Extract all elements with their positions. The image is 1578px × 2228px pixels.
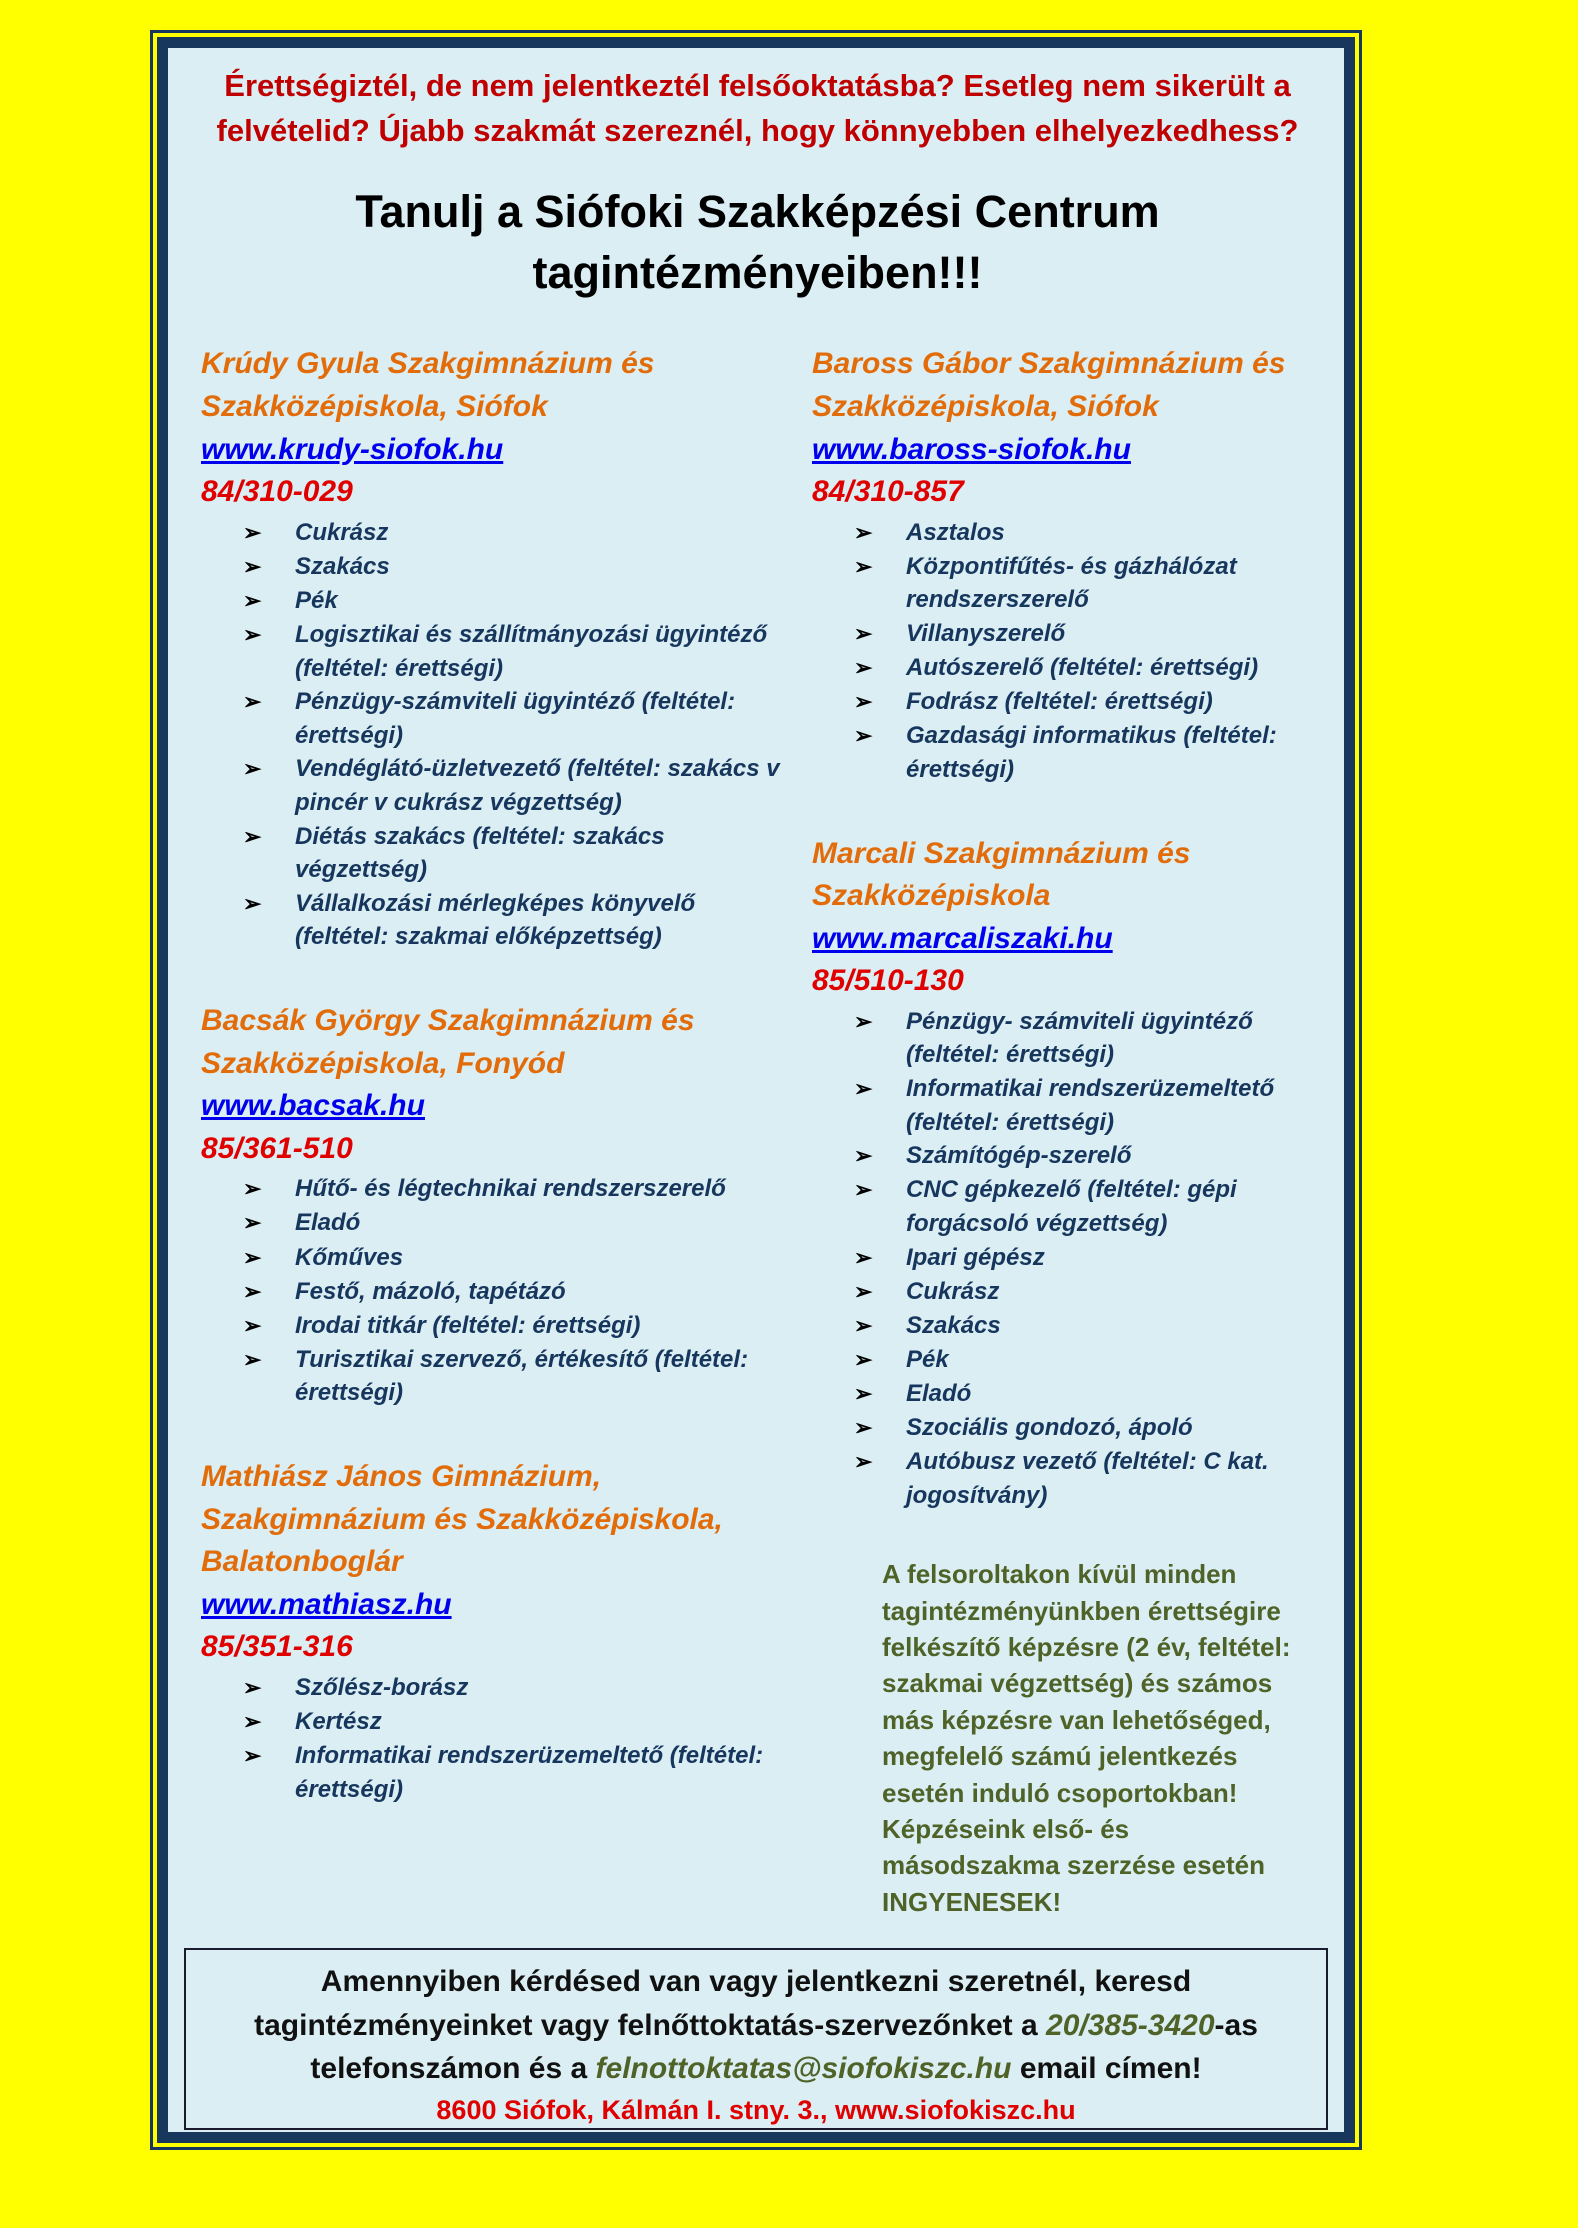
program-item bbox=[812, 1411, 1314, 1445]
program-label: Cukrász bbox=[906, 1277, 1000, 1305]
program-item bbox=[201, 1206, 786, 1240]
contact-box bbox=[184, 1948, 1328, 2130]
arrow-bullet-icon: ➢ bbox=[854, 1008, 873, 1034]
arrow-bullet-icon: ➢ bbox=[243, 890, 262, 916]
school-section-mathiasz bbox=[201, 1456, 786, 1806]
program-item bbox=[201, 820, 786, 887]
program-item bbox=[201, 1172, 786, 1206]
program-label: Ipari gépész bbox=[906, 1243, 1045, 1271]
school-name: Krúdy Gyula Szakgimnázium és Szakközépiskola, Siófok bbox=[201, 347, 655, 423]
program-label: Szociális gondozó, ápoló bbox=[906, 1414, 1193, 1441]
program-item bbox=[812, 651, 1314, 685]
program-item bbox=[812, 1275, 1314, 1309]
program-label: Szakács bbox=[295, 552, 390, 580]
contact-email-link[interactable]: felnottoktatas@siofokiszc.hu bbox=[595, 2052, 1012, 2085]
school-url-link[interactable]: www.baross-siofok.hu bbox=[812, 432, 1131, 466]
program-item bbox=[201, 1739, 786, 1806]
program-label: Pénzügy- számviteli ügyintéző (feltétel: érettségi) bbox=[906, 1007, 1253, 1069]
program-item bbox=[201, 887, 786, 954]
school-url-link[interactable]: www.mathiasz.hu bbox=[201, 1587, 452, 1621]
arrow-bullet-icon: ➢ bbox=[854, 553, 873, 579]
program-label: Pék bbox=[295, 586, 338, 614]
contact-paragraph bbox=[200, 1960, 1312, 2091]
program-label: Diétás szakács (feltétel: szakács végzettség) bbox=[295, 822, 665, 884]
program-item bbox=[201, 1275, 786, 1309]
contact-text-2: -as telefonszámon és a bbox=[310, 2008, 1258, 2085]
program-item bbox=[812, 1445, 1314, 1512]
school-phone: 84/310-029 bbox=[201, 475, 353, 509]
program-item bbox=[812, 1072, 1314, 1139]
program-label: Kertész bbox=[295, 1708, 382, 1736]
program-label: Gazdasági informatikus (feltétel: érettségi) bbox=[906, 722, 1277, 783]
program-label: Autóbusz vezető (feltétel: C kat. jogosítvány) bbox=[906, 1448, 1269, 1509]
school-section-krudy bbox=[201, 343, 786, 954]
program-list bbox=[201, 1172, 786, 1410]
arrow-bullet-icon: ➢ bbox=[243, 1312, 262, 1338]
intro-question: Érettségiztél, de nem jelentkeztél felsőoktatásba? Esetleg nem sikerült a felvételid? Újabb szakmát szereznél, hogy könnyebben elhelyezkedhess? bbox=[216, 68, 1299, 148]
program-label: Számítógép-szerelő bbox=[906, 1142, 1132, 1170]
flyer-panel bbox=[157, 37, 1355, 2143]
arrow-bullet-icon: ➢ bbox=[854, 1143, 873, 1169]
program-item bbox=[812, 1173, 1314, 1240]
program-label: Festő, mázoló, tapétázó bbox=[295, 1277, 566, 1305]
contact-phone: 20/385-3420 bbox=[1046, 2008, 1215, 2042]
program-list bbox=[812, 1005, 1314, 1512]
program-label: Pénzügy-számviteli ügyintéző (feltétel: érettségi) bbox=[295, 688, 736, 749]
school-phone: 85/351-316 bbox=[201, 1630, 353, 1664]
school-phone: 85/510-130 bbox=[812, 964, 964, 998]
program-item bbox=[201, 516, 786, 550]
contact-text-3: email címen! bbox=[1011, 2052, 1202, 2085]
program-label: Villanyszerelő bbox=[906, 620, 1066, 648]
arrow-bullet-icon: ➢ bbox=[243, 587, 262, 613]
program-label: Vendéglátó-üzletvezető (feltétel: szakács v pincér v cukrász végzettség) bbox=[295, 755, 780, 816]
school-name: Marcali Szakgimnázium és Szakközépiskola bbox=[812, 836, 1191, 913]
school-name: Baross Gábor Szakgimnázium és Szakközépiskola, Siófok bbox=[812, 347, 1286, 423]
arrow-bullet-icon: ➢ bbox=[854, 1380, 873, 1406]
arrow-bullet-icon: ➢ bbox=[243, 1176, 262, 1202]
arrow-bullet-icon: ➢ bbox=[243, 1278, 262, 1304]
closing-note bbox=[812, 1556, 1314, 1920]
program-label: Hűtő- és légtechnikai rendszerszerelő bbox=[295, 1175, 726, 1203]
right-column bbox=[812, 343, 1314, 1920]
arrow-bullet-icon: ➢ bbox=[854, 1346, 873, 1372]
program-item bbox=[812, 550, 1314, 617]
arrow-bullet-icon: ➢ bbox=[243, 1674, 262, 1700]
program-label: Turisztikai szervező, értékesítő (feltétel: érettségi) bbox=[295, 1345, 749, 1407]
arrow-bullet-icon: ➢ bbox=[854, 655, 873, 681]
school-section-marcali bbox=[812, 833, 1314, 1513]
program-label: Irodai titkár (feltétel: érettségi) bbox=[295, 1311, 641, 1339]
arrow-bullet-icon: ➢ bbox=[243, 1709, 262, 1735]
program-label: Pék bbox=[906, 1345, 949, 1373]
program-label: Szakács bbox=[906, 1311, 1001, 1339]
program-item bbox=[201, 618, 786, 685]
arrow-bullet-icon: ➢ bbox=[854, 1244, 873, 1270]
program-label: Fodrász (feltétel: érettségi) bbox=[906, 688, 1213, 716]
school-section-bacsak bbox=[201, 1000, 786, 1410]
program-label: Eladó bbox=[906, 1379, 972, 1407]
program-label: Logisztikai és szállítmányozási ügyintéző (feltétel: érettségi) bbox=[295, 621, 768, 682]
contact-text-1: Amennyiben kérdésed van vagy jelentkezni szeretnél, keresd tagintézményeinket vagy felnőttoktatás-szervezőnket a bbox=[254, 1965, 1192, 2042]
arrow-bullet-icon: ➢ bbox=[243, 756, 262, 782]
program-label: Központifűtés- és gázhálózat rendszerszerelő bbox=[906, 552, 1237, 614]
program-label: Asztalos bbox=[906, 518, 1005, 546]
program-list bbox=[812, 516, 1314, 787]
program-item bbox=[201, 685, 786, 752]
left-column bbox=[201, 343, 786, 1920]
program-item bbox=[812, 1309, 1314, 1343]
school-name: Mathiász János Gimnázium, Szakgimnázium és Szakközépiskola, Balatonboglár bbox=[201, 1460, 723, 1579]
arrow-bullet-icon: ➢ bbox=[854, 1076, 873, 1102]
program-item bbox=[812, 685, 1314, 719]
program-item bbox=[201, 1671, 786, 1705]
program-label: Cukrász bbox=[295, 518, 389, 546]
program-label: Eladó bbox=[295, 1209, 361, 1237]
program-item bbox=[201, 550, 786, 584]
arrow-bullet-icon: ➢ bbox=[243, 1346, 262, 1372]
program-item bbox=[201, 1343, 786, 1410]
program-item bbox=[812, 1377, 1314, 1411]
arrow-bullet-icon: ➢ bbox=[243, 519, 262, 545]
school-section-baross bbox=[812, 343, 1314, 786]
address-line: 8600 Siófok, Kálmán I. stny. 3., www.siofokiszc.hu bbox=[436, 2094, 1076, 2125]
program-item bbox=[201, 1705, 786, 1739]
arrow-bullet-icon: ➢ bbox=[854, 519, 873, 545]
program-label: Vállalkozási mérlegképes könyvelő (feltétel: szakmai előképzettség) bbox=[295, 889, 696, 951]
arrow-bullet-icon: ➢ bbox=[243, 823, 262, 849]
arrow-bullet-icon: ➢ bbox=[243, 689, 262, 715]
program-label: Informatikai rendszerüzemeltető (feltétel: érettségi) bbox=[906, 1075, 1275, 1136]
note-line-2: Képzéseink első- és másodszakma szerzése esetén INGYENESEK! bbox=[882, 1814, 1266, 1917]
program-item bbox=[812, 1139, 1314, 1173]
note-line-1: A felsoroltakon kívül minden tagintézményünkben érettségire felkészítő képzésre (2 év, feltétel: szakmai végzettség) és számos más képzésre van lehetőséged, megfelelő számú jelentkezés esetén induló csoportokban! bbox=[882, 1559, 1291, 1808]
school-url-link[interactable]: www.marcaliszaki.hu bbox=[812, 921, 1113, 955]
page-title: Tanulj a Siófoki Szakképzési Centrum tagintézményeiben!!! bbox=[355, 185, 1160, 298]
program-item bbox=[812, 516, 1314, 550]
program-list bbox=[201, 1671, 786, 1806]
arrow-bullet-icon: ➢ bbox=[243, 1210, 262, 1236]
program-item bbox=[201, 1309, 786, 1343]
arrow-bullet-icon: ➢ bbox=[243, 1244, 262, 1270]
program-item bbox=[812, 719, 1314, 786]
arrow-bullet-icon: ➢ bbox=[854, 723, 873, 749]
arrow-bullet-icon: ➢ bbox=[854, 1177, 873, 1203]
program-list bbox=[201, 516, 786, 954]
program-item bbox=[201, 1241, 786, 1275]
arrow-bullet-icon: ➢ bbox=[854, 1312, 873, 1338]
arrow-bullet-icon: ➢ bbox=[854, 1278, 873, 1304]
program-item bbox=[812, 617, 1314, 651]
school-columns bbox=[201, 343, 1314, 1920]
arrow-bullet-icon: ➢ bbox=[854, 621, 873, 647]
school-name: Bacsák György Szakgimnázium és Szakközépiskola, Fonyód bbox=[201, 1003, 695, 1080]
program-label: CNC gépkezelő (feltétel: gépi forgácsoló végzettség) bbox=[906, 1176, 1237, 1237]
program-item bbox=[812, 1005, 1314, 1072]
school-url-link[interactable]: www.krudy-siofok.hu bbox=[201, 432, 504, 466]
program-item bbox=[812, 1343, 1314, 1377]
program-item bbox=[812, 1241, 1314, 1275]
school-phone: 84/310-857 bbox=[812, 475, 964, 509]
arrow-bullet-icon: ➢ bbox=[854, 689, 873, 715]
school-url-link[interactable]: www.bacsak.hu bbox=[201, 1089, 425, 1123]
program-item bbox=[201, 584, 786, 618]
arrow-bullet-icon: ➢ bbox=[854, 1415, 873, 1440]
arrow-bullet-icon: ➢ bbox=[854, 1449, 873, 1475]
program-label: Informatikai rendszerüzemeltető (feltétel: érettségi) bbox=[295, 1742, 764, 1803]
program-label: Kőműves bbox=[295, 1243, 404, 1271]
school-phone: 85/361-510 bbox=[201, 1131, 353, 1165]
arrow-bullet-icon: ➢ bbox=[243, 553, 262, 579]
program-item bbox=[201, 752, 786, 819]
program-label: Szőlész-borász bbox=[295, 1673, 469, 1701]
program-label: Autószerelő (feltétel: érettségi) bbox=[906, 654, 1259, 682]
arrow-bullet-icon: ➢ bbox=[243, 1743, 262, 1769]
flyer-outer-border bbox=[150, 30, 1362, 2150]
arrow-bullet-icon: ➢ bbox=[243, 622, 262, 648]
